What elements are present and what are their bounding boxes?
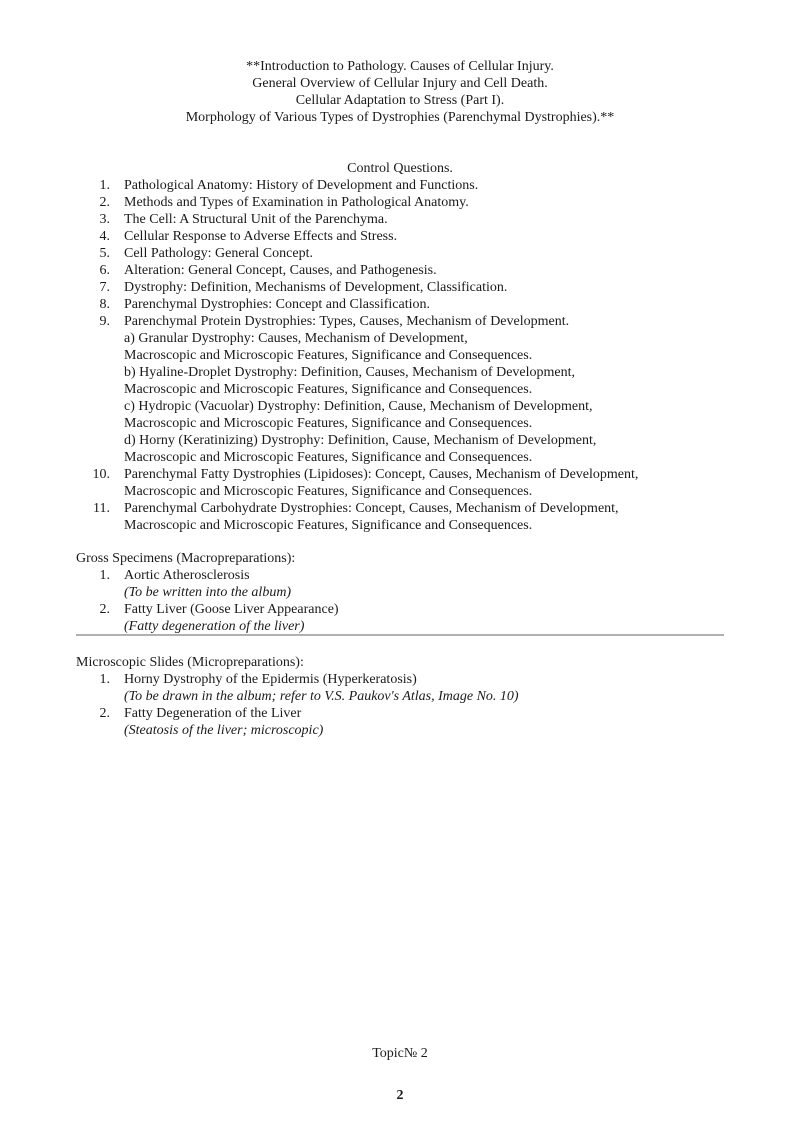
subitem-d-line-1: d) Horny (Keratinizing) Dystrophy: Definition, Cause, Mechanism of Development, <box>124 433 597 448</box>
item-text: Cell Pathology: General Concept. <box>124 246 313 261</box>
control-questions-list <box>0 177 800 534</box>
item-text: Cellular Response to Adverse Effects and Stress. <box>124 229 398 244</box>
item-text: Horny Dystrophy of the Epidermis (Hyperkeratosis) <box>124 672 417 687</box>
item-number: 2. <box>99 195 110 210</box>
item-number: 1. <box>99 568 110 583</box>
title-line-4: Morphology of Various Types of Dystrophies (Parenchymal Dystrophies).** <box>185 110 615 125</box>
list-item <box>0 177 800 194</box>
subitem-a-line-1: a) Granular Dystrophy: Causes, Mechanism of Development, <box>124 331 468 346</box>
item-text: Parenchymal Carbohydrate Dystrophies: Concept, Causes, Mechanism of Development, <box>124 501 619 516</box>
subitem-c-line-2: Macroscopic and Microscopic Features, Significance and Consequences. <box>124 416 533 431</box>
item-note: (To be drawn in the album; refer to V.S. Paukov's Atlas, Image No. 10) <box>124 689 519 704</box>
list-item <box>0 279 800 296</box>
subitem-d-line-2: Macroscopic and Microscopic Features, Significance and Consequences. <box>124 450 533 465</box>
item-number: 6. <box>99 263 110 278</box>
item-number: 1. <box>99 178 110 193</box>
subitem-c-line-1: c) Hydropic (Vacuolar) Dystrophy: Definition, Cause, Mechanism of Development, <box>124 399 593 414</box>
gross-specimens-heading: Gross Specimens (Macropreparations): <box>76 551 296 566</box>
item-number: 7. <box>99 280 110 295</box>
list-item <box>0 705 800 739</box>
list-item <box>0 313 800 466</box>
item-text: Parenchymal Dystrophies: Concept and Classification. <box>124 297 430 312</box>
item-number: 3. <box>99 212 110 227</box>
list-item <box>0 466 800 500</box>
item-number: 8. <box>99 297 110 312</box>
item-number: 2. <box>99 706 110 721</box>
microscopic-slides-list <box>0 671 800 739</box>
subitem-a-line-2: Macroscopic and Microscopic Features, Significance and Consequences. <box>124 348 533 363</box>
item-text: Aortic Atherosclerosis <box>124 568 250 583</box>
item-text: Fatty Liver (Goose Liver Appearance) <box>124 602 339 617</box>
item-text-continued: Macroscopic and Microscopic Features, Significance and Consequences. <box>124 518 533 533</box>
title-line-2: General Overview of Cellular Injury and Cell Death. <box>252 76 548 91</box>
list-item <box>0 211 800 228</box>
list-item <box>0 245 800 262</box>
list-item <box>0 671 800 705</box>
item-number: 5. <box>99 246 110 261</box>
item-number: 9. <box>99 314 110 329</box>
item-number: 2. <box>99 602 110 617</box>
item-number: 11. <box>93 501 110 516</box>
list-item <box>0 262 800 279</box>
list-item <box>0 500 800 534</box>
gross-specimens-list <box>0 567 800 635</box>
list-item <box>0 567 800 601</box>
list-item <box>0 601 800 635</box>
item-text: The Cell: A Structural Unit of the Parenchyma. <box>124 212 388 227</box>
footer-topic: Topic№ 2 <box>372 1046 428 1061</box>
subitem-b-line-1: b) Hyaline-Droplet Dystrophy: Definition, Causes, Mechanism of Development, <box>124 365 576 380</box>
title-line-3: Cellular Adaptation to Stress (Part I). <box>295 93 505 108</box>
list-item <box>0 228 800 245</box>
item-text: Dystrophy: Definition, Mechanisms of Development, Classification. <box>124 280 508 295</box>
item-text: Methods and Types of Examination in Pathological Anatomy. <box>124 195 469 210</box>
item-text: Pathological Anatomy: History of Development and Functions. <box>124 178 479 193</box>
subitem-b-line-2: Macroscopic and Microscopic Features, Significance and Consequences. <box>124 382 533 397</box>
item-number: 10. <box>92 467 110 482</box>
list-item <box>0 296 800 313</box>
item-number: 4. <box>99 229 110 244</box>
item-note: (Steatosis of the liver; microscopic) <box>124 723 324 738</box>
microscopic-slides-heading: Microscopic Slides (Micropreparations): <box>76 655 304 670</box>
list-item <box>0 194 800 211</box>
item-text: Alteration: General Concept, Causes, and Pathogenesis. <box>124 263 437 278</box>
title-line-1: **Introduction to Pathology. Causes of Cellular Injury. <box>246 59 554 74</box>
item-text: Parenchymal Protein Dystrophies: Types, Causes, Mechanism of Development. <box>124 314 570 329</box>
page-number: 2 <box>396 1088 404 1103</box>
horizontal-divider <box>76 634 724 636</box>
item-text-continued: Macroscopic and Microscopic Features, Significance and Consequences. <box>124 484 533 499</box>
document-title <box>0 58 800 126</box>
item-text: Fatty Degeneration of the Liver <box>124 706 302 721</box>
item-note: (To be written into the album) <box>124 585 292 600</box>
control-questions-heading: Control Questions. <box>347 161 453 176</box>
item-text: Parenchymal Fatty Dystrophies (Lipidoses): Concept, Causes, Mechanism of Development, <box>124 467 639 482</box>
item-note: (Fatty degeneration of the liver) <box>124 619 305 634</box>
item-number: 1. <box>99 672 110 687</box>
